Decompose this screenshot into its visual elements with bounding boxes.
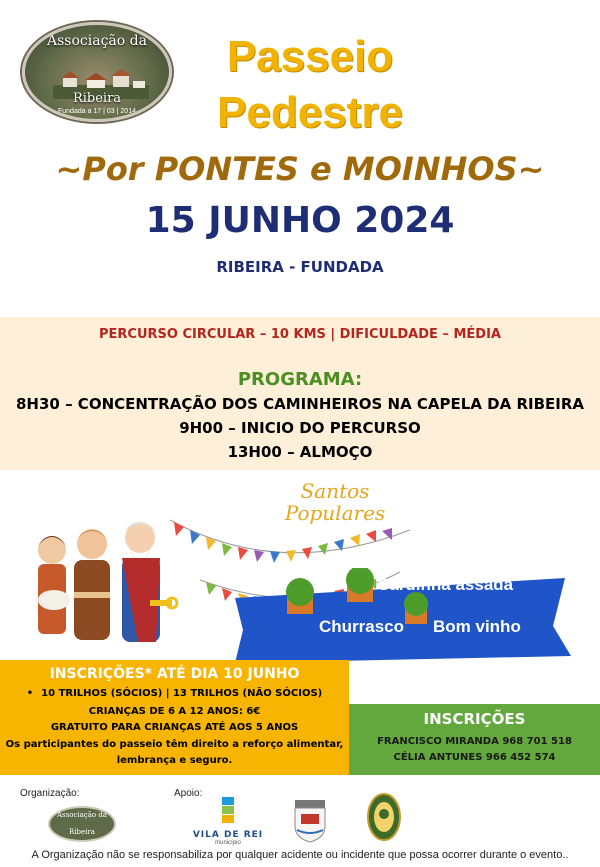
bullet-icon: • (26, 688, 34, 699)
santos-title-line-2: Populares (284, 501, 386, 525)
contact-1: FRANCISCO MIRANDA 968 701 518 (377, 736, 572, 747)
vila-de-rei-sub: município (215, 840, 241, 846)
logo-top-text: Associação da (47, 33, 147, 49)
registration-note-2: lembrança e seguro. (116, 755, 233, 766)
basil-pot-icon (346, 568, 374, 602)
event-subtitle: ~Por PONTES e MOINHOS~ (55, 150, 545, 188)
route-info: PERCURSO CIRCULAR – 10 KMS | DIFICULDADE – MÉDIA (99, 327, 501, 342)
logo-name: Ribeira (72, 91, 122, 106)
association-logo (22, 22, 172, 122)
registration-heading: INSCRIÇÕES* ATÉ DIA 10 JUNHO (49, 666, 300, 682)
blue-ribbon-banner (235, 568, 575, 663)
program-section (0, 317, 600, 470)
registration-free: GRATUITO PARA CRIANÇAS ATÉ AOS 5 ANOS (50, 722, 299, 733)
org-logo-name: Ribeira (69, 828, 95, 836)
organization-label: Organização: (20, 788, 80, 799)
logo-founded: Fundada a 17 | 03 | 2014 (58, 108, 136, 115)
festival-illustration (30, 480, 570, 660)
registration-prices (0, 688, 349, 699)
contacts-heading: INSCRIÇÕES (423, 710, 526, 728)
program-item: 9H00 – INICIO DO PERCURSO (179, 419, 421, 437)
title-line-2: Pedestre (217, 88, 403, 137)
banner-item-vinho: Bom vinho (433, 617, 521, 636)
santos-title-line-1: Santos (300, 479, 370, 503)
program-item: 8H30 – CONCENTRAÇÃO DOS CAMINHEIROS NA CAPELA DA RIBEIRA (16, 395, 584, 413)
org-logo-text: Associação da (57, 811, 107, 819)
support-label: Apoio: (174, 788, 203, 799)
club-emblem-icon (366, 792, 402, 842)
club-emblem (366, 792, 402, 842)
santos-populares-title (280, 480, 390, 524)
event-place: RIBEIRA - FUNDADA (216, 258, 384, 276)
contact-2: CÉLIA ANTUNES 966 452 574 (393, 752, 556, 763)
vila-de-rei-text: VILA DE REI (192, 830, 264, 840)
basil-pot-icon (286, 578, 314, 614)
prices-text: 10 TRILHOS (SÓCIOS) | 13 TRILHOS (NÃO SÓCIOS) (41, 688, 323, 699)
registration-children: CRIANÇAS DE 6 A 12 ANOS: 6€ (88, 706, 261, 717)
registration-note-1: Os participantes do passeio têm direito a reforço alimentar, (5, 739, 344, 750)
banner-item-sardinha: Sardinha assada (378, 575, 514, 594)
basil-pot-icon (404, 592, 428, 624)
parish-coat-of-arms (287, 798, 333, 844)
disclaimer: A Organização não se responsabiliza por qualquer acidente ou incidente que possa ocorrer durante o evento.. (31, 849, 569, 861)
contacts-section (349, 704, 600, 775)
banner-item-churrasco: Churrasco (319, 617, 405, 636)
registration-section (0, 660, 349, 775)
event-date: 15 JUNHO 2024 (145, 200, 455, 241)
program-heading: PROGRAMA: (237, 369, 363, 390)
organization-logo (48, 806, 116, 842)
program-item: 13H00 – ALMOÇO (227, 443, 373, 461)
vila-de-rei-logo (192, 795, 264, 845)
title-line-1: Passeio (226, 32, 394, 81)
vila-de-rei-emblem-icon (192, 795, 264, 825)
coat-of-arms-icon (287, 798, 333, 844)
saints-illustration (30, 500, 190, 660)
